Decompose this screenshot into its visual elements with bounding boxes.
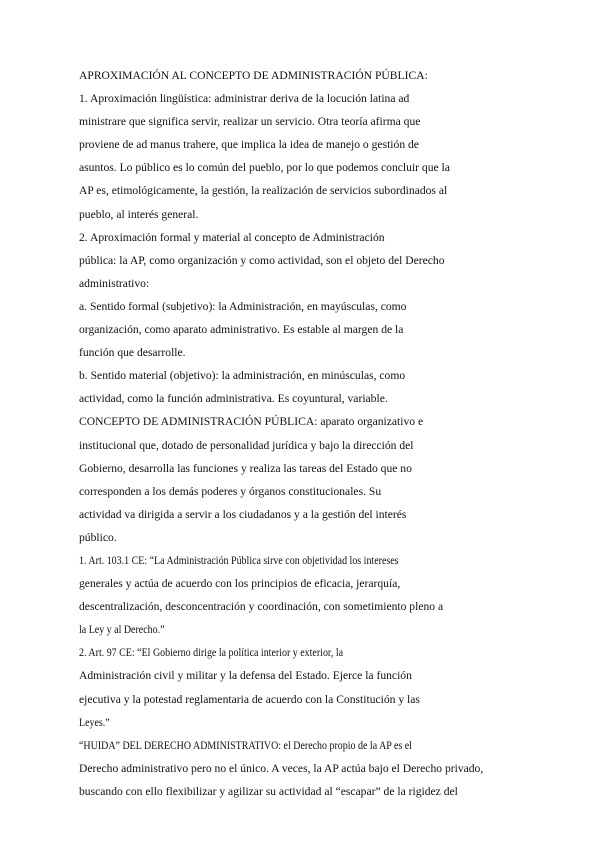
paragraph-line: buscando con ello flexibilizar y agilizar su actividad al “escapar” de la rigidez del <box>79 784 458 798</box>
paragraph-line: función que desarrolle. <box>79 346 186 360</box>
paragraph-line: Administración civil y militar y la defensa del Estado. Ejerce la función <box>79 669 412 683</box>
paragraph-line: institucional que, dotado de personalidad jurídica y bajo la dirección del <box>79 438 414 452</box>
paragraph-line: b. Sentido material (objetivo): la administración, en minúsculas, como <box>79 369 406 383</box>
condensed-text: “HUIDA” DEL DERECHO ADMINISTRATIVO: el Derecho propio de la AP es el <box>79 738 412 752</box>
paragraph-line: Derecho administrativo pero no el único. A veces, la AP actúa bajo el Derecho privado, <box>79 761 484 775</box>
document-body <box>79 64 589 803</box>
paragraph-line: corresponden a los demás poderes y órganos constitucionales. Su <box>79 484 382 498</box>
paragraph-line: organización, como aparato administrativo. Es estable al margen de la <box>79 323 404 337</box>
paragraph-line: actividad va dirigida a servir a los ciudadanos y a la gestión del interés <box>79 507 407 521</box>
condensed-text: 1. Art. 103.1 CE: “La Administración Pública sirve con objetividad los intereses <box>79 553 399 567</box>
paragraph-line: AP es, etimológicamente, la gestión, la realización de servicios subordinados al <box>79 184 448 198</box>
article-quote-line <box>79 549 589 572</box>
paragraph-line: generales y actúa de acuerdo con los principios de eficacia, jerarquía, <box>79 577 401 591</box>
section-heading: APROXIMACIÓN AL CONCEPTO DE ADMINISTRACIÓN PÚBLICA: <box>79 69 428 82</box>
article-quote-line <box>79 618 589 641</box>
article-quote-line <box>79 641 589 664</box>
condensed-text: la Ley y al Derecho.” <box>79 623 165 637</box>
paragraph-line: pueblo, al interés general. <box>79 207 199 221</box>
condensed-text: Leyes.” <box>79 715 110 729</box>
paragraph-line: 1. Aproximación lingüística: administrar deriva de la locución latina ad <box>79 92 410 106</box>
paragraph-line: ministrare que significa servir, realizar un servicio. Otra teoría afirma que <box>79 115 421 129</box>
paragraph-line: asuntos. Lo público es lo común del pueblo, por lo que podemos concluir que la <box>79 161 450 175</box>
paragraph-line: pública: la AP, como organización y como actividad, son el objeto del Derecho <box>79 253 445 267</box>
definition-line: CONCEPTO DE ADMINISTRACIÓN PÚBLICA: aparato organizativo e <box>79 415 424 429</box>
section-heading-line <box>79 734 589 757</box>
paragraph-line: a. Sentido formal (subjetivo): la Administración, en mayúsculas, como <box>79 299 407 313</box>
paragraph-line: descentralización, desconcentración y coordinación, con sometimiento pleno a <box>79 600 444 614</box>
paragraph-line: administrativo: <box>79 276 150 290</box>
paragraph-line: 2. Aproximación formal y material al concepto de Administración <box>79 230 385 244</box>
article-quote-line <box>79 711 589 734</box>
paragraph-line: público. <box>79 530 117 544</box>
condensed-text: 2. Art. 97 CE: “El Gobierno dirige la política interior y exterior, la <box>79 646 344 660</box>
paragraph-line: actividad, como la función administrativa. Es coyuntural, variable. <box>79 392 388 406</box>
paragraph-line: Gobierno, desarrolla las funciones y realiza las tareas del Estado que no <box>79 461 412 475</box>
paragraph-line: proviene de ad manus trahere, que implica la idea de manejo o gestión de <box>79 138 419 152</box>
paragraph-line: ejecutiva y la potestad reglamentaria de acuerdo con la Constitución y las <box>79 692 420 706</box>
